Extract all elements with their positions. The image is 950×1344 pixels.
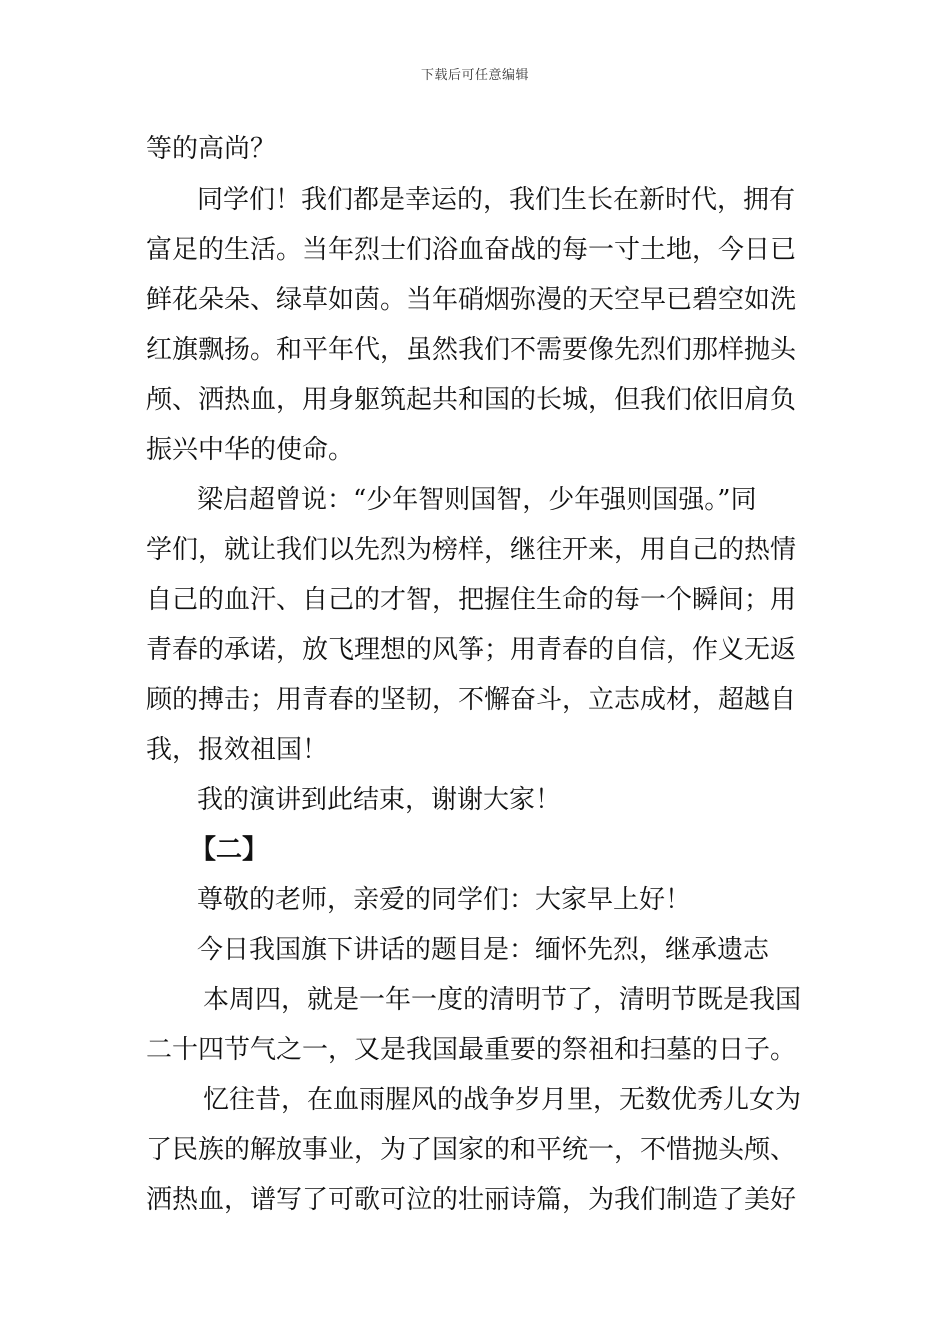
body-line: 洒热血，谱写了可歌可泣的壮丽诗篇，为我们制造了美好 bbox=[146, 1185, 797, 1215]
body-line: 了民族的解放事业，为了国家的和平统一，不惜抛头颅、 bbox=[146, 1135, 797, 1165]
body-line: 富足的生活。当年烈士们浴血奋战的每一寸土地，今日已 bbox=[146, 235, 797, 265]
section-heading: 【二】 bbox=[190, 835, 269, 865]
body-line: 学们，就让我们以先烈为榜样，继往开来，用自己的热情 bbox=[146, 535, 797, 565]
body-line: 我的演讲到此结束，谢谢大家！ bbox=[197, 785, 562, 815]
body-line: 忆往昔，在血雨腥风的战争岁月里，无数优秀儿女为 bbox=[203, 1085, 802, 1115]
body-line: 梁启超曾说：“少年智则国智，少年强则国强。”同 bbox=[197, 485, 757, 515]
page-header: 下载后可任意编辑 bbox=[420, 68, 529, 83]
body-line: 颅、洒热血，用身躯筑起共和国的长城，但我们依旧肩负 bbox=[146, 385, 797, 415]
body-line: 等的高尚？ bbox=[146, 134, 277, 164]
body-line: 红旗飘扬。和平年代，虽然我们不需要像先烈们那样抛头 bbox=[146, 335, 797, 365]
body-line: 二十四节气之一，又是我国最重要的祭祖和扫墓的日子。 bbox=[146, 1035, 797, 1065]
body-line: 自己的血汗、自己的才智，把握住生命的每一个瞬间；用 bbox=[146, 585, 797, 615]
body-line: 顾的搏击；用青春的坚韧，不懈奋斗，立志成材，超越自 bbox=[146, 685, 797, 715]
body-line: 振兴中华的使命。 bbox=[146, 435, 355, 465]
body-line: 青春的承诺，放飞理想的风筝；用青春的自信，作义无返 bbox=[146, 635, 797, 665]
body-line: 鲜花朵朵、绿草如茵。当年硝烟弥漫的天空早已碧空如洗 bbox=[146, 285, 797, 315]
body-line: 我，报效祖国！ bbox=[146, 735, 329, 765]
body-line: 尊敬的老师，亲爱的同学们：大家早上好！ bbox=[197, 885, 692, 915]
body-line: 本周四，就是一年一度的清明节了，清明节既是我国 bbox=[203, 985, 802, 1015]
body-line: 同学们！我们都是幸运的，我们生长在新时代，拥有 bbox=[197, 185, 796, 215]
body-line: 今日我国旗下讲话的题目是：缅怀先烈，继承遗志 bbox=[197, 935, 770, 965]
